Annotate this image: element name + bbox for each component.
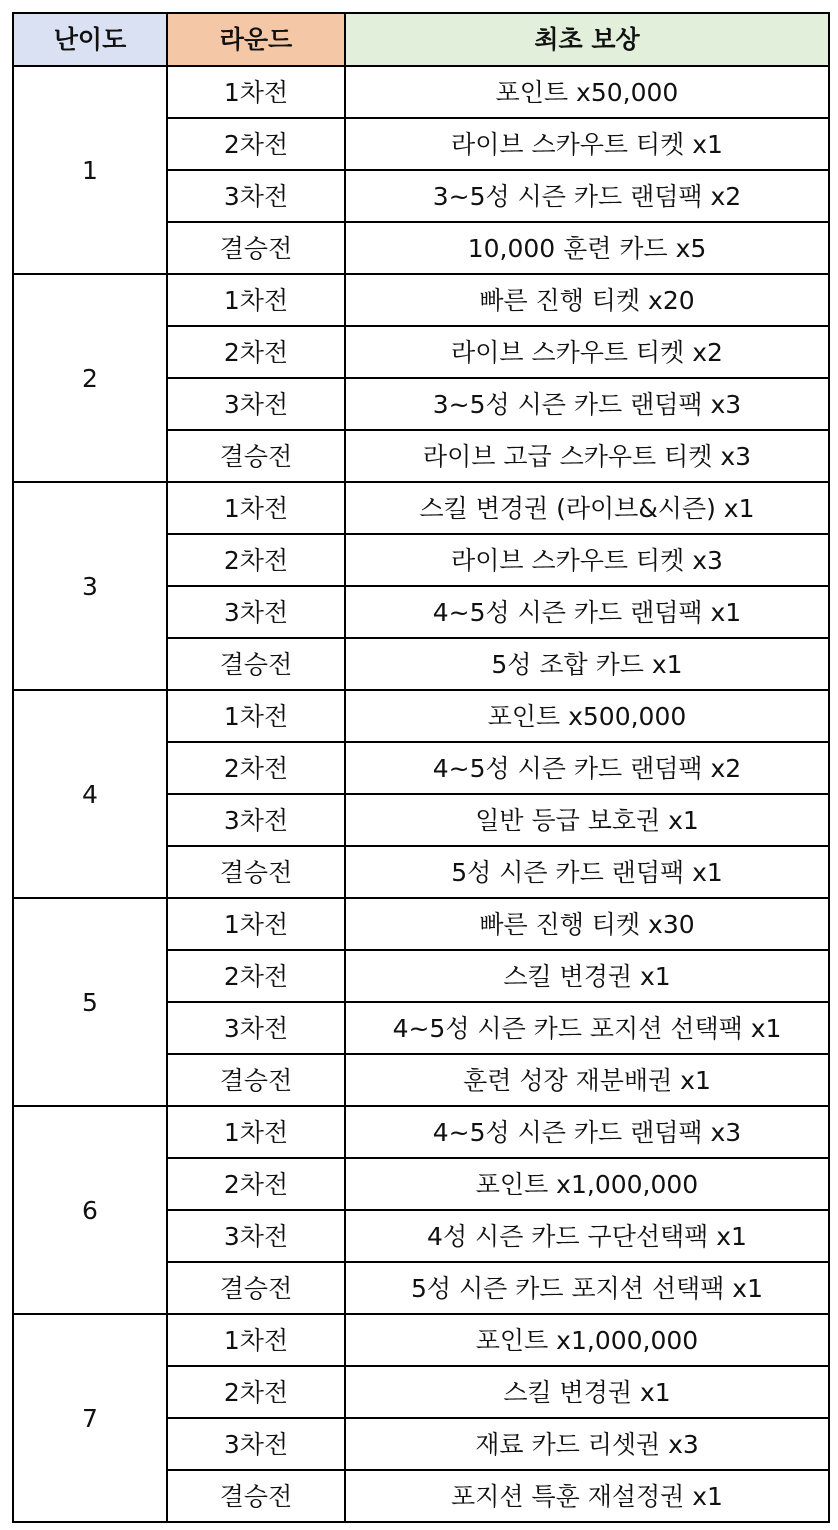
reward-cell: 포인트 x1,000,000 (345, 1314, 829, 1366)
round-cell: 3차전 (167, 170, 345, 222)
reward-cell: 일반 등급 보호권 x1 (345, 794, 829, 846)
reward-cell: 10,000 훈련 카드 x5 (345, 222, 829, 274)
table-row (13, 1106, 829, 1158)
table-header (13, 13, 829, 66)
reward-cell: 4~5성 시즌 카드 포지션 선택팩 x1 (345, 1002, 829, 1054)
round-cell: 3차전 (167, 586, 345, 638)
table-row (13, 1314, 829, 1366)
round-cell: 1차전 (167, 1314, 345, 1366)
table-row (13, 690, 829, 742)
round-cell: 2차전 (167, 326, 345, 378)
difficulty-cell: 7 (13, 1314, 167, 1522)
table-row (13, 274, 829, 326)
round-cell: 3차전 (167, 1418, 345, 1470)
reward-cell: 라이브 고급 스카우트 티켓 x3 (345, 430, 829, 482)
reward-cell: 포인트 x500,000 (345, 690, 829, 742)
round-cell: 결승전 (167, 1054, 345, 1106)
round-cell: 결승전 (167, 222, 345, 274)
reward-cell: 5성 시즌 카드 포지션 선택팩 x1 (345, 1262, 829, 1314)
round-cell: 결승전 (167, 1262, 345, 1314)
round-cell: 1차전 (167, 66, 345, 118)
difficulty-cell: 6 (13, 1106, 167, 1314)
reward-cell: 라이브 스카우트 티켓 x3 (345, 534, 829, 586)
reward-cell: 포지션 특훈 재설정권 x1 (345, 1470, 829, 1522)
round-cell: 1차전 (167, 690, 345, 742)
reward-cell: 3~5성 시즌 카드 랜덤팩 x2 (345, 170, 829, 222)
round-cell: 1차전 (167, 898, 345, 950)
header-round: 라운드 (167, 13, 345, 66)
reward-cell: 포인트 x50,000 (345, 66, 829, 118)
round-cell: 결승전 (167, 1470, 345, 1522)
round-cell: 결승전 (167, 846, 345, 898)
round-cell: 2차전 (167, 742, 345, 794)
reward-cell: 라이브 스카우트 티켓 x2 (345, 326, 829, 378)
rewards-table (12, 12, 830, 1523)
reward-cell: 5성 시즌 카드 랜덤팩 x1 (345, 846, 829, 898)
reward-cell: 스킬 변경권 (라이브&시즌) x1 (345, 482, 829, 534)
round-cell: 2차전 (167, 950, 345, 1002)
header-difficulty: 난이도 (13, 13, 167, 66)
reward-cell: 5성 조합 카드 x1 (345, 638, 829, 690)
table-row (13, 482, 829, 534)
reward-cell: 스킬 변경권 x1 (345, 1366, 829, 1418)
round-cell: 3차전 (167, 1210, 345, 1262)
reward-cell: 빠른 진행 티켓 x20 (345, 274, 829, 326)
reward-cell: 4~5성 시즌 카드 랜덤팩 x1 (345, 586, 829, 638)
header-reward: 최초 보상 (345, 13, 829, 66)
reward-cell: 재료 카드 리셋권 x3 (345, 1418, 829, 1470)
reward-cell: 스킬 변경권 x1 (345, 950, 829, 1002)
reward-cell: 4성 시즌 카드 구단선택팩 x1 (345, 1210, 829, 1262)
difficulty-cell: 2 (13, 274, 167, 482)
table-row (13, 66, 829, 118)
round-cell: 1차전 (167, 1106, 345, 1158)
difficulty-cell: 1 (13, 66, 167, 274)
rewards-table-container (12, 12, 830, 1523)
round-cell: 3차전 (167, 378, 345, 430)
reward-cell: 빠른 진행 티켓 x30 (345, 898, 829, 950)
reward-cell: 훈련 성장 재분배권 x1 (345, 1054, 829, 1106)
round-cell: 1차전 (167, 482, 345, 534)
round-cell: 3차전 (167, 1002, 345, 1054)
difficulty-cell: 5 (13, 898, 167, 1106)
round-cell: 2차전 (167, 1366, 345, 1418)
difficulty-cell: 3 (13, 482, 167, 690)
round-cell: 2차전 (167, 118, 345, 170)
round-cell: 결승전 (167, 430, 345, 482)
round-cell: 3차전 (167, 794, 345, 846)
round-cell: 2차전 (167, 1158, 345, 1210)
round-cell: 1차전 (167, 274, 345, 326)
reward-cell: 포인트 x1,000,000 (345, 1158, 829, 1210)
header-row (13, 13, 829, 66)
reward-cell: 4~5성 시즌 카드 랜덤팩 x2 (345, 742, 829, 794)
round-cell: 2차전 (167, 534, 345, 586)
reward-cell: 3~5성 시즌 카드 랜덤팩 x3 (345, 378, 829, 430)
table-body (13, 66, 829, 1522)
reward-cell: 4~5성 시즌 카드 랜덤팩 x3 (345, 1106, 829, 1158)
reward-cell: 라이브 스카우트 티켓 x1 (345, 118, 829, 170)
table-row (13, 898, 829, 950)
round-cell: 결승전 (167, 638, 345, 690)
difficulty-cell: 4 (13, 690, 167, 898)
